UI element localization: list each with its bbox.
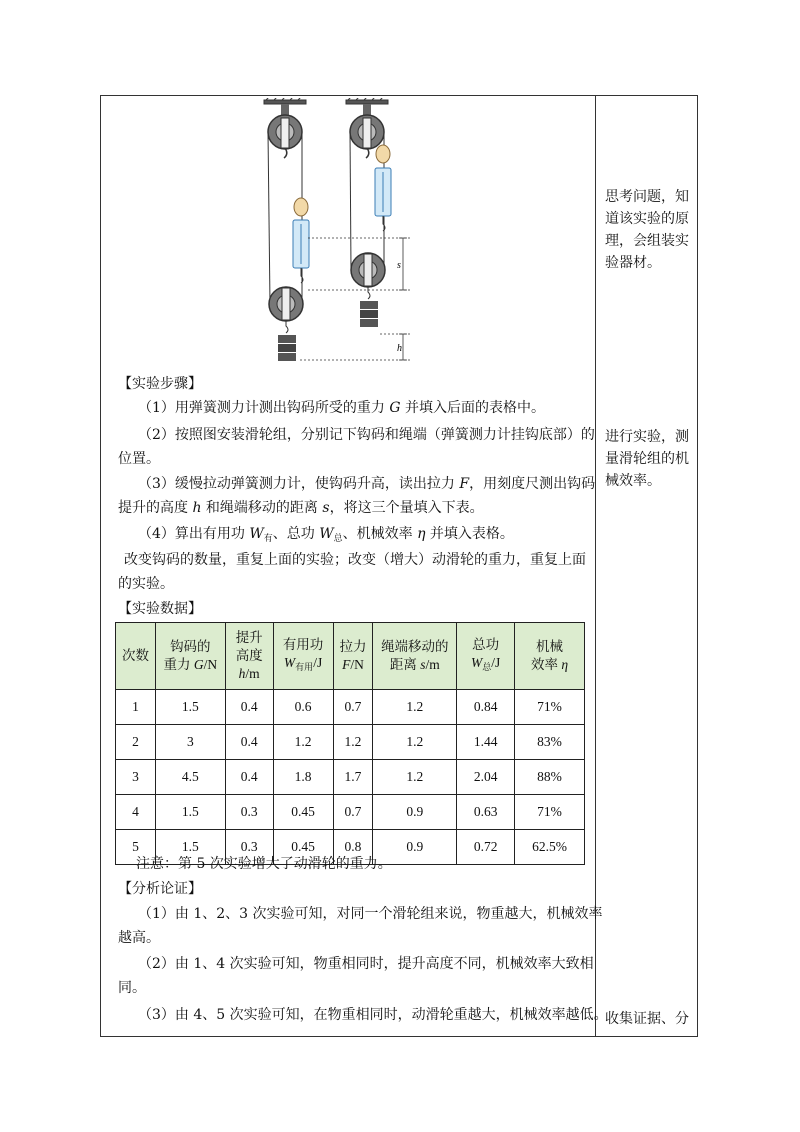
table-cell: 3 (155, 725, 225, 760)
table-cell: 1.2 (373, 690, 457, 725)
movable-pulley-left (269, 287, 303, 333)
label-h: h (397, 343, 402, 354)
table-cell: 0.3 (225, 830, 273, 865)
label-s: s (397, 260, 401, 271)
experiment-data-table (115, 622, 585, 865)
table-cell: 0.9 (373, 795, 457, 830)
side-note-principle: 思考问题，知道该实验的原理，会组装实验器材。 (605, 189, 689, 271)
header-efficiency: 机械 效率 η (515, 623, 585, 690)
header-weight: 钩码的 重力 G/N (155, 623, 225, 690)
table-cell: 3 (116, 760, 156, 795)
header-pull-force: 拉力 F/N (333, 623, 373, 690)
table-cell: 83% (515, 725, 585, 760)
change-line-2: 的实验。 (118, 576, 174, 592)
table-cell: 62.5% (515, 830, 585, 865)
reference-lines (300, 238, 412, 360)
step-3-line-2: 提升的高度 h 和绳端移动的距离 s，将这三个量填入下表。 (118, 500, 484, 516)
table-row (116, 760, 585, 795)
table-row (116, 795, 585, 830)
analysis-1-line-1: （1）由 1、2、3 次实验可知，对同一个滑轮组来说，物重越大，机械效率 (138, 906, 603, 922)
weights-right (360, 301, 378, 327)
table-cell: 0.7 (333, 795, 373, 830)
table-cell: 0.45 (273, 795, 333, 830)
table-cell: 1.5 (155, 830, 225, 865)
table-cell: 1.5 (155, 690, 225, 725)
fixed-pulley-left (268, 104, 302, 158)
table-cell: 5 (116, 830, 156, 865)
analysis-heading: 【分析论证】 (118, 881, 202, 897)
analysis-1-line-2: 越高。 (118, 930, 160, 946)
table-cell: 0.8 (333, 830, 373, 865)
header-total-work: 总功 $W_总/J$ (457, 623, 515, 690)
table-cell: 1.2 (273, 725, 333, 760)
steps-heading: 【实验步骤】 (118, 376, 202, 392)
table-cell: 0.4 (225, 725, 273, 760)
table-cell: 88% (515, 760, 585, 795)
analysis-3: （3）由 4、5 次实验可知，在物重相同时，动滑轮重越大，机械效率越低。 (138, 1007, 608, 1023)
table-cell: 71% (515, 690, 585, 725)
pulley-apparatus-figure (250, 98, 440, 368)
table-cell: 1.2 (333, 725, 373, 760)
table-header-row (116, 623, 585, 690)
step-1: （1）用弹簧测力计测出钩码所受的重力 G 并填入后面的表格中。 (138, 400, 545, 416)
table-cell: 1.2 (373, 725, 457, 760)
table-cell: 1.2 (373, 760, 457, 795)
table-cell: 2 (116, 725, 156, 760)
step-2-line-1: （2）按照图安装滑轮组，分别记下钩码和绳端（弹簧测力计挂钩底部）的 (138, 427, 595, 443)
header-useful-work: 有用功 $W_{有用}/J$ (273, 623, 333, 690)
step-2-line-2: 位置。 (118, 451, 160, 467)
spring-scale-left (293, 198, 309, 283)
side-note-measure: 进行实验，测量滑轮组的机械效率。 (605, 429, 689, 489)
side-note-evidence: 收集证据、分 (605, 1011, 689, 1027)
table-cell: 1.8 (273, 760, 333, 795)
table-cell: 0.7 (333, 690, 373, 725)
header-trial: 次数 (116, 623, 156, 690)
table-cell: 4.5 (155, 760, 225, 795)
table-cell: 0.4 (225, 690, 273, 725)
table-cell: 0.9 (373, 830, 457, 865)
table-cell: 0.3 (225, 795, 273, 830)
ceiling-mount-right (346, 98, 388, 104)
analysis-2-line-2: 同。 (118, 980, 146, 996)
step-3-line-1: （3）缓慢拉动弹簧测力计，使钩码升高，读出拉力 F，用刻度尺测出钩码 (138, 476, 596, 492)
table-cell: 0.6 (273, 690, 333, 725)
table-row (116, 725, 585, 760)
step-4: （4）算出有用功 $W_有$、总功 $W_总$、机械效率 η 并填入表格。 (138, 526, 514, 544)
table-cell: 1 (116, 690, 156, 725)
column-divider (595, 95, 596, 1037)
table-cell: 4 (116, 795, 156, 830)
movable-pulley-right (351, 253, 385, 299)
table-cell: 2.04 (457, 760, 515, 795)
table-cell: 0.4 (225, 760, 273, 795)
table-cell: 1.7 (333, 760, 373, 795)
table-cell: 1.5 (155, 795, 225, 830)
table-note: 注意：第 5 次实验增大了动滑轮的重力。 (136, 856, 392, 872)
spring-scale-right (375, 145, 391, 231)
table-cell: 0.45 (273, 830, 333, 865)
header-height: 提升 高度 h/m (225, 623, 273, 690)
analysis-2-line-1: （2）由 1、4 次实验可知，物重相同时，提升高度不同，机械效率大致相 (138, 956, 594, 972)
table-cell: 0.72 (457, 830, 515, 865)
table-cell: 0.84 (457, 690, 515, 725)
table-cell: 71% (515, 795, 585, 830)
weights-left (278, 335, 296, 361)
table-row (116, 690, 585, 725)
ceiling-mount-left (264, 98, 306, 104)
table-cell: 1.44 (457, 725, 515, 760)
change-line-1: 改变钩码的数量，重复上面的实验；改变（增大）动滑轮的重力，重复上面 (124, 552, 586, 568)
data-heading: 【实验数据】 (118, 601, 202, 617)
table-cell: 0.63 (457, 795, 515, 830)
header-rope-distance: 绳端移动的 距离 s/m (373, 623, 457, 690)
